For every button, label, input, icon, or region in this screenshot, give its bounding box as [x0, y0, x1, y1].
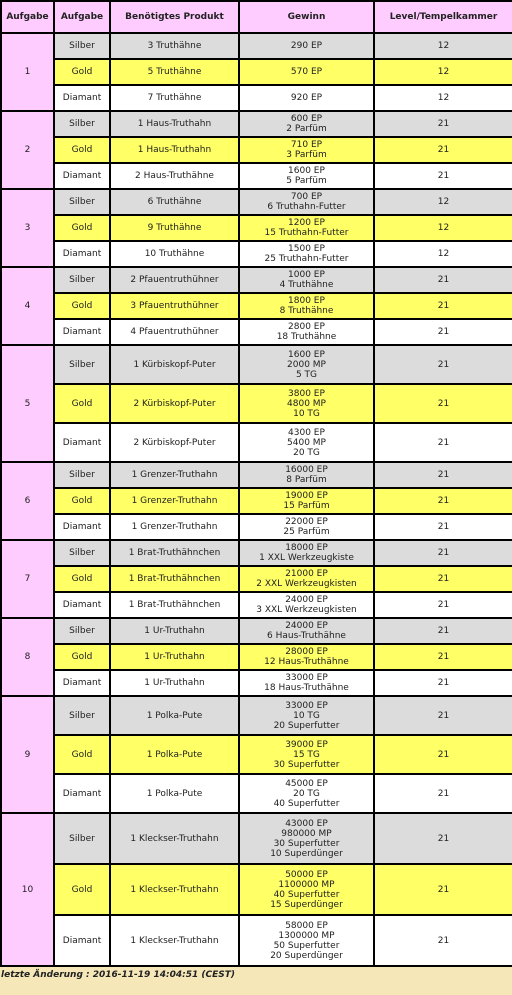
- product-cell: 1 Haus-Truthahn: [110, 137, 239, 163]
- product-cell: 5 Truthähne: [110, 59, 239, 85]
- product-cell: 1 Brat-Truthähnchen: [110, 540, 239, 566]
- level-cell: 21: [374, 566, 512, 592]
- table-row: [1, 241, 512, 267]
- reward-cell: [239, 566, 374, 592]
- header-aufgabe: Aufgabe: [1, 1, 54, 33]
- reward-cell: [239, 670, 374, 696]
- tier-cell: Silber: [54, 33, 110, 59]
- reward-line: 2 Parfüm: [286, 124, 327, 134]
- level-cell: 12: [374, 189, 512, 215]
- task-number: 8: [1, 618, 54, 696]
- reward-line: 2800 EP: [288, 322, 325, 332]
- level-cell: 21: [374, 813, 512, 864]
- reward-cell: [239, 423, 374, 462]
- level-cell: 21: [374, 293, 512, 319]
- tier-cell: Gold: [54, 137, 110, 163]
- level-cell: 21: [374, 592, 512, 618]
- tier-cell: Diamant: [54, 85, 110, 111]
- reward-line: 20 Superfutter: [273, 720, 340, 731]
- reward-cell: [239, 215, 374, 241]
- task-number: 2: [1, 111, 54, 189]
- product-cell: 1 Kürbiskopf-Puter: [110, 345, 239, 384]
- reward-line: 2 XXL Werkzeugkisten: [256, 579, 357, 589]
- table-row: [1, 915, 512, 966]
- reward-line: 1300000 MP: [278, 930, 335, 941]
- tier-cell: Silber: [54, 462, 110, 488]
- table-row: [1, 384, 512, 423]
- product-cell: 1 Brat-Truthähnchen: [110, 566, 239, 592]
- header-product: Benötigtes Produkt: [110, 1, 239, 33]
- level-cell: 21: [374, 423, 512, 462]
- reward-line: 58000 EP: [285, 920, 328, 931]
- reward-line: 20 TG: [293, 447, 320, 458]
- table-row: [1, 488, 512, 514]
- reward-cell: [239, 644, 374, 670]
- task-number: 5: [1, 345, 54, 462]
- tier-cell: Diamant: [54, 241, 110, 267]
- reward-cell: [239, 462, 374, 488]
- tier-cell: Gold: [54, 735, 110, 774]
- product-cell: 2 Haus-Truthähne: [110, 163, 239, 189]
- level-cell: 21: [374, 111, 512, 137]
- table-row: [1, 85, 512, 111]
- header-aufgabe-tier: Aufgabe: [54, 1, 110, 33]
- product-cell: 6 Truthähne: [110, 189, 239, 215]
- product-cell: 10 Truthähne: [110, 241, 239, 267]
- table-row: [1, 189, 512, 215]
- table-row: [1, 864, 512, 915]
- level-cell: 21: [374, 864, 512, 915]
- table-row: [1, 319, 512, 345]
- table-row: [1, 774, 512, 813]
- level-cell: 12: [374, 241, 512, 267]
- tier-cell: Diamant: [54, 670, 110, 696]
- table-body: [1, 33, 512, 966]
- table-row: [1, 813, 512, 864]
- reward-line: 1600 EP: [288, 349, 325, 360]
- product-cell: 1 Polka-Pute: [110, 696, 239, 735]
- header-level: Level/Tempelkammer: [374, 1, 512, 33]
- tier-cell: Gold: [54, 384, 110, 423]
- reward-cell: [239, 137, 374, 163]
- reward-cell: [239, 915, 374, 966]
- reward-line: 12 Haus-Truthähne: [264, 657, 349, 667]
- table-row: [1, 618, 512, 644]
- reward-line: 3 Parfüm: [286, 150, 327, 160]
- reward-line: 10 Superdünger: [270, 848, 343, 859]
- level-cell: 12: [374, 59, 512, 85]
- reward-line: 16000 EP: [285, 465, 328, 475]
- level-cell: 21: [374, 462, 512, 488]
- task-number: 10: [1, 813, 54, 966]
- table-row: [1, 592, 512, 618]
- tier-cell: Diamant: [54, 592, 110, 618]
- reward-line: 8 Parfüm: [286, 475, 327, 485]
- reward-line: 20 TG: [293, 788, 320, 799]
- tier-cell: Silber: [54, 267, 110, 293]
- level-cell: 21: [374, 670, 512, 696]
- reward-cell: [239, 293, 374, 319]
- table-row: [1, 163, 512, 189]
- reward-line: 6 Haus-Truthähne: [267, 631, 346, 641]
- reward-line: 50000 EP: [285, 869, 328, 880]
- tier-cell: Silber: [54, 540, 110, 566]
- reward-line: 290 EP: [290, 41, 323, 51]
- reward-line: 1100000 MP: [278, 879, 335, 890]
- reward-cell: [239, 384, 374, 423]
- table-row: [1, 59, 512, 85]
- table-row: [1, 33, 512, 59]
- table-row: [1, 111, 512, 137]
- reward-cell: [239, 514, 374, 540]
- product-cell: 9 Truthähne: [110, 215, 239, 241]
- reward-line: 21000 EP: [285, 569, 328, 579]
- reward-cell: [239, 33, 374, 59]
- reward-line: 2000 MP: [287, 359, 326, 370]
- reward-line: 3 XXL Werkzeugkisten: [256, 605, 357, 615]
- reward-cell: [239, 111, 374, 137]
- level-cell: 21: [374, 163, 512, 189]
- reward-line: 33000 EP: [285, 673, 328, 683]
- reward-line: 700 EP: [290, 192, 323, 202]
- table-row: [1, 293, 512, 319]
- reward-line: 600 EP: [290, 114, 323, 124]
- reward-line: 8 Truthähne: [279, 306, 334, 316]
- tier-cell: Silber: [54, 618, 110, 644]
- reward-cell: [239, 696, 374, 735]
- level-cell: 12: [374, 85, 512, 111]
- product-cell: 1 Kleckser-Truthahn: [110, 915, 239, 966]
- reward-line: 18 Haus-Truthähne: [264, 683, 349, 693]
- tier-cell: Silber: [54, 813, 110, 864]
- reward-line: 24000 EP: [285, 621, 328, 631]
- reward-line: 30 Superfutter: [273, 759, 340, 770]
- reward-line: 4 Truthähne: [279, 280, 334, 290]
- reward-line: 18000 EP: [285, 543, 328, 553]
- product-cell: 2 Kürbiskopf-Puter: [110, 384, 239, 423]
- last-modified: letzte Änderung : 2016-11-19 14:04:51 (CEST): [1, 970, 235, 980]
- reward-line: 15 Truthahn-Futter: [264, 228, 349, 238]
- level-cell: 21: [374, 514, 512, 540]
- tier-cell: Gold: [54, 59, 110, 85]
- reward-line: 920 EP: [290, 93, 323, 103]
- product-cell: 1 Ur-Truthahn: [110, 670, 239, 696]
- reward-cell: [239, 540, 374, 566]
- level-cell: 21: [374, 696, 512, 735]
- reward-cell: [239, 774, 374, 813]
- reward-cell: [239, 267, 374, 293]
- product-cell: 1 Ur-Truthahn: [110, 618, 239, 644]
- level-cell: 21: [374, 540, 512, 566]
- table-row: [1, 423, 512, 462]
- table-row: [1, 540, 512, 566]
- table-row: [1, 345, 512, 384]
- tier-cell: Gold: [54, 644, 110, 670]
- reward-line: 980000 MP: [281, 828, 332, 839]
- level-cell: 21: [374, 618, 512, 644]
- level-cell: 12: [374, 33, 512, 59]
- reward-line: 40 Superfutter: [273, 889, 340, 900]
- product-cell: 4 Pfauentruthühner: [110, 319, 239, 345]
- reward-line: 1500 EP: [288, 244, 325, 254]
- reward-cell: [239, 189, 374, 215]
- product-cell: 3 Truthähne: [110, 33, 239, 59]
- tier-cell: Gold: [54, 864, 110, 915]
- reward-cell: [239, 592, 374, 618]
- reward-line: 45000 EP: [285, 778, 328, 789]
- table-row: [1, 215, 512, 241]
- product-cell: 2 Pfauentruthühner: [110, 267, 239, 293]
- reward-line: 19000 EP: [285, 491, 328, 501]
- task-number: 6: [1, 462, 54, 540]
- header-reward: Gewinn: [239, 1, 374, 33]
- product-cell: 1 Kleckser-Truthahn: [110, 813, 239, 864]
- reward-line: 18 Truthähne: [276, 332, 337, 342]
- product-cell: 1 Grenzer-Truthahn: [110, 514, 239, 540]
- header-row: [1, 1, 512, 33]
- reward-line: 1 XXL Werkzeugkiste: [259, 553, 354, 563]
- tier-cell: Gold: [54, 215, 110, 241]
- tier-cell: Gold: [54, 293, 110, 319]
- tier-cell: Silber: [54, 111, 110, 137]
- reward-line: 22000 EP: [285, 517, 328, 527]
- reward-line: 4800 MP: [287, 398, 326, 409]
- reward-line: 43000 EP: [285, 818, 328, 829]
- product-cell: 1 Ur-Truthahn: [110, 644, 239, 670]
- product-cell: 1 Haus-Truthahn: [110, 111, 239, 137]
- reward-line: 25 Truthahn-Futter: [264, 254, 349, 264]
- tier-cell: Gold: [54, 488, 110, 514]
- tier-cell: Silber: [54, 189, 110, 215]
- reward-line: 24000 EP: [285, 595, 328, 605]
- tier-cell: Diamant: [54, 514, 110, 540]
- tier-cell: Diamant: [54, 423, 110, 462]
- level-cell: 21: [374, 137, 512, 163]
- reward-line: 1200 EP: [288, 218, 325, 228]
- tier-cell: Silber: [54, 345, 110, 384]
- reward-line: 5 TG: [295, 369, 318, 380]
- reward-line: 40 Superfutter: [273, 798, 340, 809]
- level-cell: 21: [374, 644, 512, 670]
- task-number: 3: [1, 189, 54, 267]
- level-cell: 21: [374, 384, 512, 423]
- product-cell: 1 Polka-Pute: [110, 735, 239, 774]
- product-cell: 3 Pfauentruthühner: [110, 293, 239, 319]
- table-row: [1, 566, 512, 592]
- tier-cell: Diamant: [54, 163, 110, 189]
- reward-line: 15 Parfüm: [283, 501, 330, 511]
- reward-line: 6 Truthahn-Futter: [267, 202, 346, 212]
- tier-cell: Diamant: [54, 774, 110, 813]
- table-row: [1, 696, 512, 735]
- task-number: 4: [1, 267, 54, 345]
- level-cell: 21: [374, 319, 512, 345]
- reward-line: 3800 EP: [288, 388, 325, 399]
- tier-cell: Gold: [54, 566, 110, 592]
- tier-cell: Silber: [54, 696, 110, 735]
- reward-cell: [239, 163, 374, 189]
- reward-line: 5400 MP: [287, 437, 326, 448]
- reward-line: 30 Superfutter: [273, 838, 340, 849]
- product-cell: 2 Kürbiskopf-Puter: [110, 423, 239, 462]
- level-cell: 21: [374, 345, 512, 384]
- level-cell: 21: [374, 915, 512, 966]
- level-cell: 21: [374, 267, 512, 293]
- level-cell: 21: [374, 774, 512, 813]
- table-row: [1, 462, 512, 488]
- table-row: [1, 644, 512, 670]
- reward-line: 710 EP: [290, 140, 323, 150]
- table-row: [1, 735, 512, 774]
- reward-cell: [239, 864, 374, 915]
- reward-line: 10 TG: [293, 710, 320, 721]
- reward-cell: [239, 241, 374, 267]
- reward-line: 28000 EP: [285, 647, 328, 657]
- level-cell: 21: [374, 488, 512, 514]
- reward-line: 39000 EP: [285, 739, 328, 750]
- reward-cell: [239, 345, 374, 384]
- product-cell: 1 Grenzer-Truthahn: [110, 462, 239, 488]
- reward-line: 1800 EP: [288, 296, 325, 306]
- reward-line: 25 Parfüm: [283, 527, 330, 537]
- table-row: [1, 267, 512, 293]
- task-number: 1: [1, 33, 54, 111]
- tier-cell: Diamant: [54, 915, 110, 966]
- task-number: 7: [1, 540, 54, 618]
- level-cell: 21: [374, 735, 512, 774]
- reward-cell: [239, 85, 374, 111]
- reward-cell: [239, 488, 374, 514]
- table-row: [1, 670, 512, 696]
- reward-cell: [239, 813, 374, 864]
- reward-line: 570 EP: [290, 67, 323, 77]
- product-cell: 7 Truthähne: [110, 85, 239, 111]
- product-cell: 1 Grenzer-Truthahn: [110, 488, 239, 514]
- reward-line: 1000 EP: [288, 270, 325, 280]
- reward-cell: [239, 735, 374, 774]
- reward-line: 15 Superdünger: [270, 899, 343, 910]
- reward-line: 4300 EP: [288, 427, 325, 438]
- reward-line: 10 TG: [293, 408, 320, 419]
- reward-line: 33000 EP: [285, 700, 328, 711]
- level-cell: 12: [374, 215, 512, 241]
- reward-cell: [239, 319, 374, 345]
- table-row: [1, 137, 512, 163]
- reward-line: 20 Superdünger: [270, 950, 343, 961]
- product-cell: 1 Polka-Pute: [110, 774, 239, 813]
- reward-line: 15 TG: [293, 749, 320, 760]
- reward-cell: [239, 59, 374, 85]
- reward-line: 50 Superfutter: [273, 940, 340, 951]
- reward-line: 1600 EP: [288, 166, 325, 176]
- product-cell: 1 Brat-Truthähnchen: [110, 592, 239, 618]
- product-cell: 1 Kleckser-Truthahn: [110, 864, 239, 915]
- task-number: 9: [1, 696, 54, 813]
- reward-line: 5 Parfüm: [286, 176, 327, 186]
- tier-cell: Diamant: [54, 319, 110, 345]
- reward-cell: [239, 618, 374, 644]
- table-row: [1, 514, 512, 540]
